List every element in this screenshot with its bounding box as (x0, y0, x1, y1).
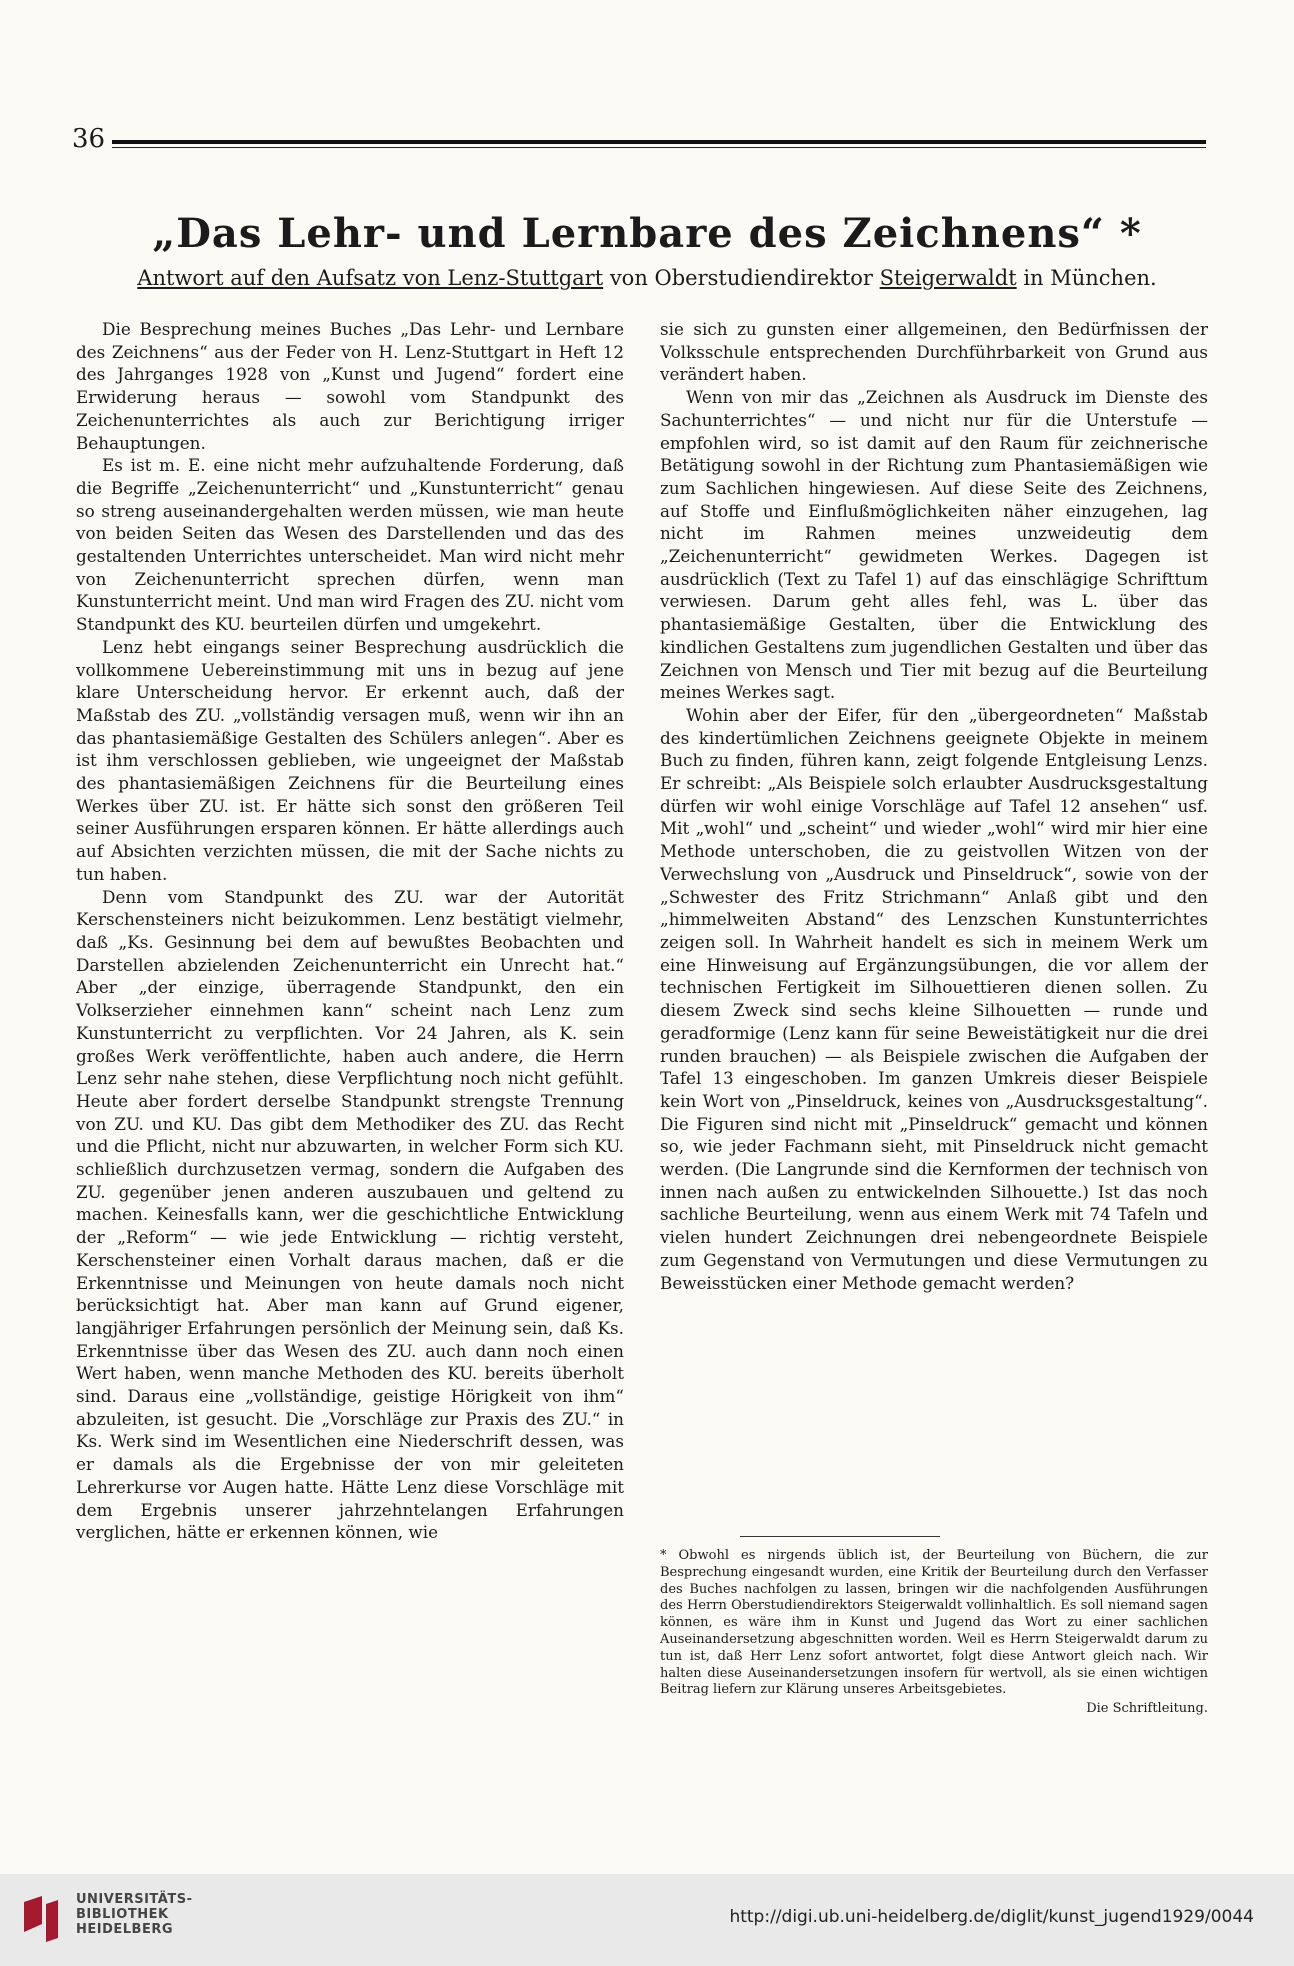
paragraph: Wohin aber der Eifer, für den „übergeordneten“ Maßstab des kindertümlichen Zeichnens geeignete Objekte in meinem Buch zu finden, führen kann, zeigt folgende Entgleisung Lenzs. Er schreibt: „Als Beispiele solch erlaubter Ausdrucksgestaltung dürfen wir wohl einige Vorschläge auf Tafel 12 ansehen“ usf. Mit „wohl“ und „scheint“ und wieder „wohl“ wird mir hier eine Methode unterschoben, die zu geistvollen Witzen von der Verwechslung von „Ausdruck und Pinseldruck“, sowie von der „Schwester des Fritz Strichmann“ Anlaß gibt und den „himmelweiten Abstand“ des Lenzschen Kunstunterrichtes zeigen soll. In Wahrheit handelt es sich in meinem Werk um eine Hinweisung auf Ergänzungsübungen, die vor allem der technischen Fertigkeit im Silhouettieren dienen sollen. Zu diesem Zweck sind sechs kleine Silhouetten — runde und geradformige (Lenz kann für seine Beweistätigkeit nur die drei runden brauchen) — als Beispiele zwischen die Aufgaben der Tafel 13 eingeschoben. Im ganzen Umkreis dieser Beispiele kein Wort von „Pinseldruck, keines von „Ausdrucksgestaltung“. Die Figuren sind nicht mit „Pinseldruck“ gemacht und können so, wie jeder Fachmann sieht, mit Pinseldruck nicht gemacht werden. (Die Langrunde sind die Kernformen der technisch von innen nach außen zu entwickelnden Silhouette.) Ist das noch sachliche Beurteilung, wenn aus einem Werk mit 74 Tafeln und vielen hundert Zeichnungen drei nebengeordnete Beispiele zum Gegenstand von Vermutungen und diese Vermutungen zu Beweisstücken einer Methode gemacht werden? (660, 704, 1208, 1293)
footnote-rule (740, 1536, 940, 1537)
paragraph: Denn vom Standpunkt des ZU. war der Autorität Kerschensteiners nicht beizukommen. Lenz bestätigt vielmehr, daß „Ks. Gesinnung bei dem auf bewußtes Beobachten und Darstellen abzielenden Zeichenunterricht ein Unrecht hat.“ Aber „der einzige, überragende Standpunkt, den ein Volkserzieher einnehmen kann“ scheint nach Lenz zum Kunstunterricht zu verpflichten. Vor 24 Jahren, als K. sein großes Werk veröffentlichte, haben auch andere, die Herrn Lenz sehr nahe stehen, diese Verpflichtung noch nicht gefühlt. Heute aber fordert derselbe Standpunkt strengste Trennung von ZU. und KU. Das gibt dem Methodiker des ZU. das Recht und die Pflicht, nicht nur abzuwarten, in welcher Form sich KU. schließlich durchzusetzen vermag, sondern die Aufgaben des ZU. gegenüber jenen anderen auszubauen und geltend zu machen. Keinesfalls kann, wer die geschichtliche Entwicklung der „Reform“ — wie jede Entwicklung — richtig versteht, Kerschensteiner einen Vorhalt daraus machen, daß er die Erkenntnisse und Meinungen von heute damals noch nicht berücksichtigt hat. Aber man kann auf Grund eigener, langjähriger Erfahrungen persönlich der Meinung sein, daß Ks. Erkenntnisse über das Wesen des ZU. auch dann noch einen Wert haben, wenn manche Methoden des KU. bereits überholt sind. Daraus eine „vollständige, geistige Hörigkeit von ihm“ abzuleiten, ist gesucht. Die „Vorschläge zur Praxis des ZU.“ in Ks. Werk sind im Wesentlichen eine Niederschrift dessen, was er damals als die Ergebnisse der von mir geleiteten Lehrerkurse vor Augen hatte. Hätte Lenz diese Vorschläge mit dem Ergebnis unserer jahrzehntelangen Erfahrungen verglichen, hätte er erkennen können, wie (76, 886, 624, 1543)
paragraph: Es ist m. E. eine nicht mehr aufzuhaltende Forderung, daß die Begriffe „Zeichenunterricht“ und „Kunstunterricht“ genau so streng auseinandergehalten werden müssen, wie man heute von beiden Seiten das Wesen des Darstellenden und das des gestaltenden Unterrichtes unterscheidet. Man wird nicht mehr von Zeichenunterricht sprechen dürfen, wenn man Kunstunterricht meint. Und man wird Fragen des ZU. nicht vom Standpunkt des KU. beurteilen dürfen und umgekehrt. (76, 455, 624, 635)
article-subtitle (0, 266, 1294, 290)
footnote-text: * Obwohl es nirgends üblich ist, der Beurteilung von Büchern, die zur Besprechung eingesandt wurden, eine Kritik der Beurteilung durch den Verfasser des Buches nachfolgen zu lassen, bringen wir die nachfolgenden Ausführungen des Herrn Oberstudiendirektors Steigerwaldt vollinhaltlich. Es soll niemand sagen können, es wäre ihm in Kunst und Jugend das Wort zu einer sachlichen Auseinandersetzung abgeschnitten worden. Weil es Herrn Steigerwaldt darum zu tun ist, daß Herr Lenz sofort antwortet, folgt diese Antwort gleich nach. Wir halten diese Auseinandersetzungen insofern für wertvoll, als sie einen wichtigen Beitrag liefern zur Klärung unseres Arbeitsgebietes. (660, 1548, 1208, 1698)
source-url-link[interactable]: http://digi.ub.uni-heidelberg.de/diglit/kunst_jugend1929/0044 (729, 1907, 1254, 1927)
left-column (76, 318, 624, 1738)
subtitle-author: Steigerwaldt (879, 266, 1017, 290)
institution-name (76, 1892, 192, 1937)
page-number: 36 (72, 124, 106, 154)
article-title: „Das Lehr- und Lernbare des Zeichnens“ * (152, 210, 1142, 257)
paragraph: Lenz hebt eingangs seiner Besprechung ausdrücklich die vollkommene Uebereinstimmung mit uns in bezug auf jene klare Unterscheidung hervor. Er erkennt auch, daß der Maßstab des ZU. „vollständig versagen muß, wenn wir ihn an das phantasiemäßige Gestalten des Schülers anlegen“. Aber es ist ihm verschlossen geblieben, wie ungeeignet der Maßstab des phantasiemäßigen Zeichnens für die Beurteilung eines Werkes über ZU. ist. Er hätte sich sonst den größeren Teil seiner Ausführungen ersparen können. Er hätte allerdings auch auf Absichten verzichten müssen, die mit der Sache nichts zu tun haben. (76, 636, 624, 884)
right-column (660, 318, 1208, 1540)
subtitle-location: in München. (1016, 266, 1157, 290)
footnote (660, 1548, 1208, 1736)
header-rule (112, 140, 1206, 144)
header-rule-thin (112, 147, 1206, 148)
subtitle-reference: Antwort auf den Aufsatz von Lenz-Stuttgart (137, 266, 604, 290)
footnote-signature: Die Schriftleitung. (1086, 1701, 1208, 1717)
page-header (72, 124, 1208, 160)
university-library-logo-icon (18, 1894, 64, 1944)
institution-line: BIBLIOTHEK (76, 1907, 169, 1922)
paragraph: Wenn von mir das „Zeichnen als Ausdruck im Dienste des Sachunterrichtes“ — und nicht nur für die Unterstufe — empfohlen wird, so ist damit auf den Raum für zeichnerische Betätigung sowohl in der Richtung zum Phantasiemäßigen wie zum Sachlichen hingewiesen. Auf diese Seite des Zeichnens, auf Stoffe und Einflußmöglichkeiten näher einzugehen, lag nicht im Rahmen meines unzweideutig dem „Zeichenunterricht“ gewidmeten Werkes. Dagegen ist ausdrücklich (Text zu Tafel 1) auf das einschlägige Schrifttum verwiesen. Darum geht alles fehl, was L. über das phantasiemäßige Gestalten, über die Entwicklung des kindlichen Gestaltens zum jugendlichen Gestalten und über das Zeichnen von Mensch und Tier mit bezug auf die Beurteilung meines Werkes sagt. (660, 387, 1208, 703)
paragraph: sie sich zu gunsten einer allgemeinen, den Bedürfnissen der Volksschule entsprechenden Durchführbarkeit von Grund aus verändert haben. (660, 319, 1208, 385)
paragraph: Die Besprechung meines Buches „Das Lehr- und Lernbare des Zeichnens“ aus der Feder von H. Lenz-Stuttgart in Heft 12 des Jahrganges 1928 von „Kunst und Jugend“ fordert eine Erwiderung heraus — sowohl vom Standpunkt des Zeichenunterrichtes als auch zur Berichtigung irriger Behauptungen. (76, 319, 624, 453)
library-footer (0, 1874, 1294, 1966)
institution-line: UNIVERSITÄTS- (76, 1892, 193, 1907)
subtitle-author-prefix: von Oberstudiendirektor (603, 266, 880, 290)
institution-line: HEIDELBERG (76, 1922, 174, 1937)
